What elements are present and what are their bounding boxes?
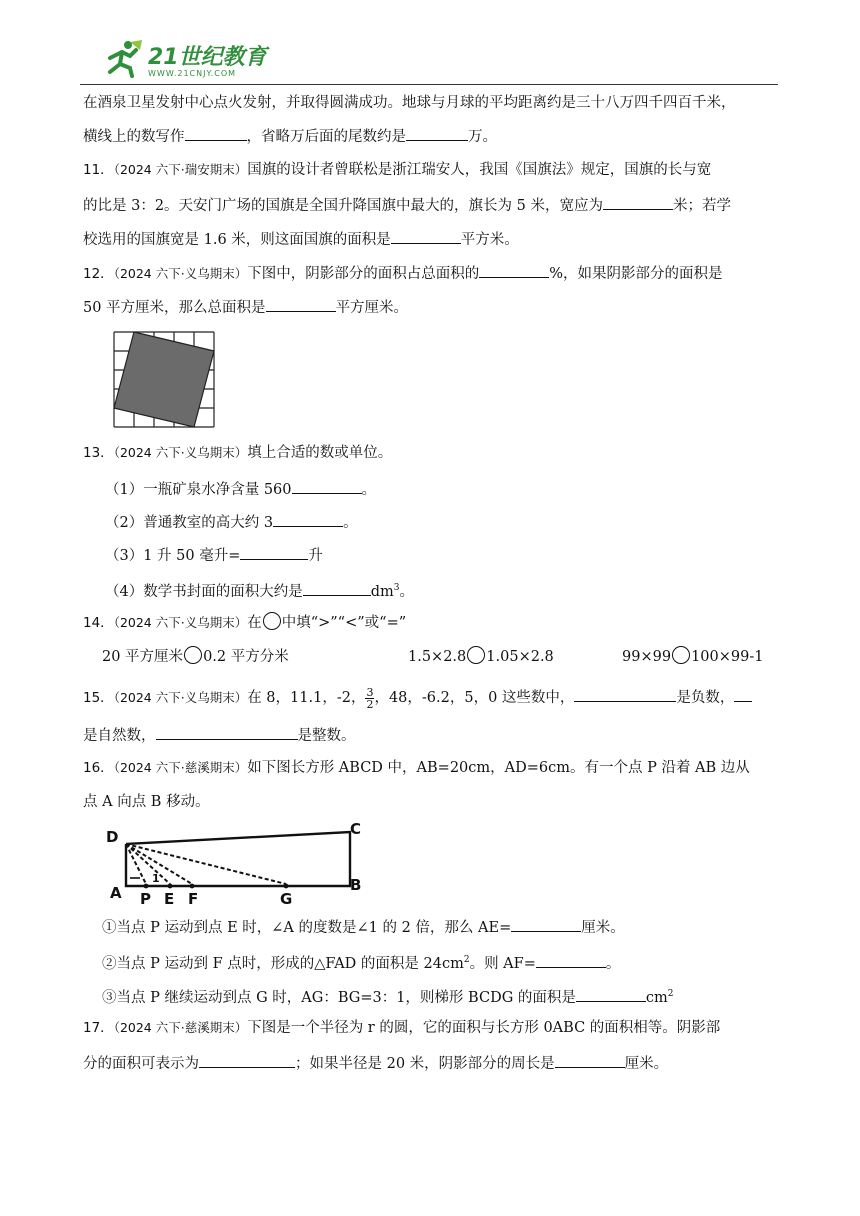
label-C: C xyxy=(350,820,362,838)
q11-line3: 校选用的国旗宽是 1.6 米，则这面国旗的面积是 平方米。 xyxy=(83,228,519,250)
logo xyxy=(100,38,267,78)
answer-blank[interactable] xyxy=(266,296,336,312)
label-P: P xyxy=(140,890,151,906)
q16-line1: 16．（2024 六下·慈溪期末）如下图长方形 ABCD 中，AB=20cm，AD=6cm。有一个点 P 沿着 AB 边从 xyxy=(83,760,750,776)
label-A: A xyxy=(110,884,122,902)
answer-blank[interactable] xyxy=(479,262,549,278)
q14-compare-3: 99×99 100×99-1 xyxy=(622,646,763,667)
q13-item2: （2）普通教室的高大约 3 。 xyxy=(105,511,358,533)
q14-compare-2: 1.5×2.8 1.05×2.8 xyxy=(408,646,554,667)
answer-blank[interactable] xyxy=(240,544,308,560)
q10-line1: 在酒泉卫星发射中心点火发射，并取得圆满成功。地球与月球的平均距离约是三十八万四千四百千米， xyxy=(83,95,736,111)
answer-blank[interactable] xyxy=(734,686,752,702)
answer-blank[interactable] xyxy=(574,686,676,702)
compare-circle-input[interactable] xyxy=(467,646,485,664)
q13-item3: （3）1 升 50 毫升= 升 xyxy=(105,544,323,566)
answer-blank[interactable] xyxy=(391,228,461,244)
answer-blank[interactable] xyxy=(156,724,298,740)
q16-sub1: ①当点 P 运动到点 E 时，∠A 的度数是∠1 的 2 倍，那么 AE= 厘米。 xyxy=(102,916,625,938)
logo-text: 21世纪教育 xyxy=(148,45,267,70)
answer-blank[interactable] xyxy=(555,1052,625,1068)
q11-line2: 的比是 3：2。天安门广场的国旗是全国升降国旗中最大的，旗长为 5 米，宽应为 米；若学 xyxy=(83,194,731,216)
answer-blank[interactable] xyxy=(603,194,673,210)
q10-line2: 横线上的数写作 ，省略万后面的尾数约是 万。 xyxy=(83,125,497,147)
answer-blank[interactable] xyxy=(273,511,343,527)
answer-blank[interactable] xyxy=(292,478,362,494)
q13-item1: （1）一瓶矿泉水净含量 560 。 xyxy=(105,478,376,500)
label-D: D xyxy=(106,828,119,846)
q13-line1: 13．（2024 六下·义乌期末）填上合适的数或单位。 xyxy=(83,445,393,461)
fraction: $\frac{3}{2}$ xyxy=(366,685,374,711)
q12-line1: 12．（2024 六下·义乌期末）下图中，阴影部分的面积占总面积的 %，如果阴影部分的面积是 xyxy=(83,262,722,284)
answer-blank[interactable] xyxy=(303,580,371,596)
q12-grid-figure xyxy=(112,330,220,430)
q14-line1: 14．（2024 六下·义乌期末）在 中填“>”“<”或“=” xyxy=(83,612,406,633)
page-header xyxy=(100,38,780,88)
answer-blank[interactable] xyxy=(406,125,468,141)
q17-line2: 分的面积可表示为 ；如果半径是 20 米，阴影部分的周长是 厘米。 xyxy=(83,1052,668,1074)
q15-line2: 是自然数， 是整数。 xyxy=(83,724,356,746)
answer-blank[interactable] xyxy=(576,986,646,1002)
q16-sub2: ②当点 P 运动到 F 点时，形成的△FAD 的面积是 $24cm^2$。则 AF= 。 xyxy=(102,950,620,974)
label-angle-1: 1 xyxy=(152,872,160,885)
q14-compare-1: 20 平方厘米 0.2 平方分米 xyxy=(102,646,289,667)
q12-line2: 50 平方厘米，那么总面积是 平方厘米。 xyxy=(83,296,408,318)
q16-rectangle-figure xyxy=(104,820,372,906)
runner-logo-icon xyxy=(100,38,144,78)
label-F: F xyxy=(188,890,199,906)
q16-line2: 点 A 向点 B 移动。 xyxy=(83,794,210,810)
compare-circle-input[interactable] xyxy=(184,646,202,664)
answer-blank[interactable] xyxy=(199,1052,295,1068)
q13-item4: （4）数学书封面的面积大约是 $dm^3$。 xyxy=(105,578,414,602)
compare-circle-icon xyxy=(263,612,281,630)
logo-subtext: WWW.21CNJY.COM xyxy=(148,69,237,78)
label-B: B xyxy=(350,876,362,894)
q15-line1: 15．（2024 六下·义乌期末）在 8，11.1，-2， $\frac{3}{2}$ ，48，-6.2，5，0 这些数中， 是负数， xyxy=(83,686,752,710)
label-E: E xyxy=(164,890,175,906)
q16-sub3: ③当点 P 继续运动到点 G 时，AG：BG=3：1，则梯形 BCDG 的面积是 $cm^2$ xyxy=(102,984,674,1008)
label-G: G xyxy=(280,890,293,906)
q17-line1: 17．（2024 六下·慈溪期末）下图是一个半径为 r 的圆，它的面积与长方形 0ABC 的面积相等。阴影部 xyxy=(83,1020,721,1036)
compare-circle-input[interactable] xyxy=(672,646,690,664)
answer-blank[interactable] xyxy=(536,952,606,968)
header-divider xyxy=(80,84,778,85)
answer-blank[interactable] xyxy=(185,125,247,141)
answer-blank[interactable] xyxy=(511,916,581,932)
q11-line1: 11．（2024 六下·瑞安期末）国旗的设计者曾联松是浙江瑞安人，我国《国旗法》规定，国旗的长与宽 xyxy=(83,162,712,178)
